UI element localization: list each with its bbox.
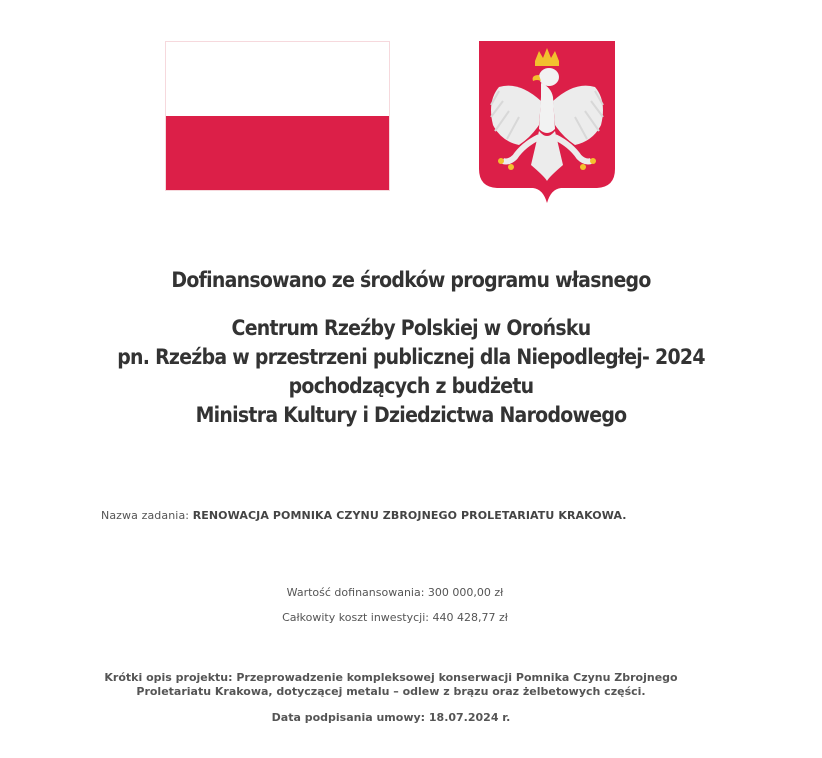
total-investment-cost: Całkowity koszt inwestycji: 440 428,77 zł xyxy=(282,611,508,624)
project-description-line-2: Proletariatu Krakowa, dotyczącej metalu – odlew z brązu oraz żelbetowych części. xyxy=(136,685,646,698)
grant-value: Wartość dofinansowania: 300 000,00 zł xyxy=(286,586,504,599)
contract-signing-date: Data podpisania umowy: 18.07.2024 r. xyxy=(271,711,511,724)
funding-program-heading: Dofinansowano ze środków programu własnego xyxy=(171,268,651,292)
project-description-line-1: Krótki opis projektu: Przeprowadzenie kompleksowej konserwacji Pomnika Czynu Zbrojnego xyxy=(104,671,678,684)
task-name xyxy=(101,509,627,522)
budget-source-text: pochodzących z budżetu xyxy=(288,374,534,398)
task-name-value: RENOWACJA POMNIKA CZYNU ZBROJNEGO PROLETARIATU KRAKOWA. xyxy=(192,509,627,522)
polish-flag xyxy=(165,41,390,191)
flag-white-stripe xyxy=(166,42,389,116)
program-name: pn. Rzeźba w przestrzeni publicznej dla Niepodległej- 2024 xyxy=(117,345,705,369)
ministry-name: Ministra Kultury i Dziedzictwa Narodowego xyxy=(195,403,627,427)
institution-name: Centrum Rzeźby Polskiej w Orońsku xyxy=(231,316,591,340)
project-description xyxy=(0,671,782,699)
task-name-label: Nazwa zadania: xyxy=(101,509,193,522)
flag-red-stripe xyxy=(166,116,389,190)
polish-eagle-emblem-icon xyxy=(479,41,615,203)
program-details-heading xyxy=(41,314,781,430)
